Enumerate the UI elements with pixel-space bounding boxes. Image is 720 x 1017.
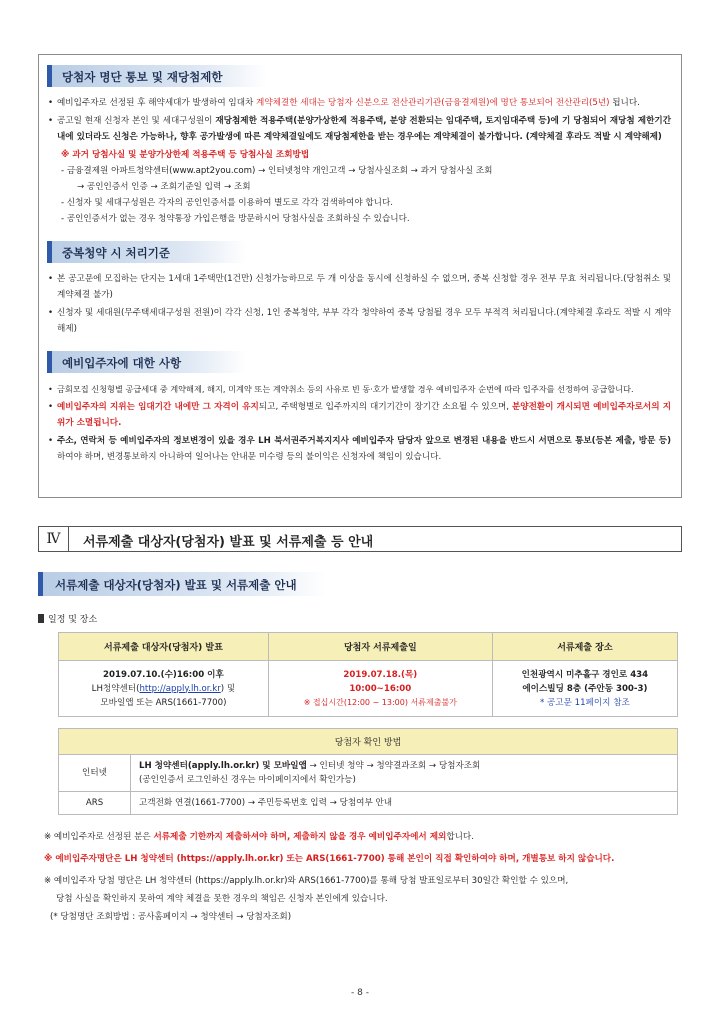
row-label-internet: 인터넷 [59,755,131,792]
section-title: 서류제출 대상자(당첨자) 발표 및 서류제출 안내 [55,578,297,592]
lookup-step-4: - 공인인증서가 없는 경우 청약통장 가입은행을 방문하시어 당첨사실을 조회하실 수 있습니다. [61,214,410,224]
lookup-method-title: ※ 과거 당첨사실 및 분양가상한제 적용주택 등 당첨사실 조회방법 [61,150,310,160]
bullet-waitlist-1: • 금회모집 신청형별 공급세대 중 계약해제, 해지, 미계약 또는 계약취소 등의 사유로 빈 동·호가 발생할 경우 예비입주자 순번에 따라 입주자를 선정하여 공급합니다. [39,381,681,397]
schedule-table [58,632,678,717]
bullet-waitlist-2: • 예비입주자의 지위는 임대기간 내에만 그 자격이 유지되고, 주택형별로 입주까지의 대기기간이 장기간 소요될 수 있으며, 분양전환이 개시되면 예비입주자로서의 지위가 소멸됩니다. [39,399,681,431]
section-header-waitlist [47,351,247,373]
section-title: 당첨자 명단 통보 및 재당첨제한 [62,70,223,84]
page-number: - 8 - [351,988,369,998]
section-title: 중복청약 시 처리기준 [62,246,170,260]
bullet-waitlist-3: • 주소, 연락처 등 예비입주자의 정보변경이 있을 경우 LH 북서권주거복지지사 예비입주자 담당자 앞으로 변경된 내용을 반드시 서면으로 통보(등본 제출, 방문 등)하여야 하며, 변경통보하지 아니하여 일어나는 안내문 미수령 등의 불이익은 신청자에 책임이 있습니다. [39,433,681,465]
note-waitlist-list: ※ 예비입주자 당첨 명단은 LH 청약센터 (https://apply.lh.or.kr)와 ARS(1661-7700)를 통해 당첨 발표일로부터 30일간 확인할 수 있으며, 당첨 사실을 확인하지 못하여 계약 체결을 못한 경우의 책임은 신청자 본인에게 있습니다. (* 당첨명단 조회방법 : 공사홈페이지 → 청약센터 → 당첨자조회) [44,876,569,922]
note-waitlist-check: ※ 예비입주자명단은 LH 청약센터 (https://apply.lh.or.kr) 또는 ARS(1661-7700) 통해 본인이 직접 확인하여야 하며, 개별통보 하지 않습니다. [44,854,615,864]
note-submission-deadline: ※ 예비입주자로 선정된 분은 서류제출 기한까지 제출하셔야 하며, 제출하지 않을 경우 예비입주자에서 제외합니다. [44,832,474,842]
schedule-label: 일정 및 장소 [38,612,97,625]
announcement-cell: 2019.07.10.(수)16:00 이후 LH청약센터(http://apply.lh.or.kr) 및 모바일앱 또는 ARS(1661-7700) [59,661,269,717]
table-header: 서류제출 장소 [492,633,677,661]
row-label-ars: ARS [59,792,131,815]
row-internet: LH 청약센터(apply.lh.or.kr) 및 모바일앱 → 인터넷 청약 → 청약결과조회 → 당첨자조회 (공인인증서 로그인하신 경우는 마이페이지에서 확인가능) [131,755,678,792]
bullet-winner-notice: • 예비입주자로 선정된 후 해약세대가 발생하여 임대차 계약체결한 세대는 당첨자 신분으로 전산관리기관(금융결제원)에 명단 통보되어 전산관리(5년) 됩니다. [39,95,681,111]
chapter-heading [38,526,682,552]
table-header: 당첨자 확인 방법 [59,729,678,755]
winner-check-table [58,728,678,815]
lookup-step-1: - 금융결제원 아파트청약센터(www.apt2you.com) → 인터넷청약 개인고객 → 당첨사실조회 → 과거 당첨사실 조회 [61,166,493,176]
section-header-duplicate [47,241,247,263]
chapter-title: 서류제출 대상자(당첨자) 발표 및 서류제출 등 안내 [83,535,374,550]
chapter-number: Ⅳ [39,527,69,551]
bullet-rewin-restriction: • 공고일 현재 신청자 본인 및 세대구성원이 재당첨제한 적용주택(분양가상한제 적용주택, 분양 전환되는 임대주택, 토지임대주택 등)에 기 당첨되어 재당첨 제한기간 내에 있더라도 신청은 가능하나, 향후 공가발생에 따른 계약체결일에도 재당첨제한을 받는 경우에는 계약체결이 불가합니다. (계약체결 후라도 적발 시 계약해제) [39,113,681,145]
square-bullet-icon [38,614,44,623]
submission-date-cell: 2019.07.18.(목) 10:00~16:00 ※ 접십시간(12:00 ~ 13:00) 서류제출불가 [268,661,492,717]
submission-place-cell: 인천광역시 미추홀구 경인로 434 에이스빌딩 8층 (주안동 300-3) * 공고문 11페이지 참조 [492,661,677,717]
table-header: 당첨자 서류제출일 [268,633,492,661]
row-ars: 고객전화 연결(1661-7700) → 주민등록번호 입력 → 당첨여부 안내 [131,792,678,815]
section-title: 예비입주자에 대한 사항 [62,356,182,370]
bullet-duplicate-2: • 신청자 및 세대원(무주택세대구성원 전원)이 각각 신청, 1인 중복청약, 부부 각각 청약하여 중복 당첨될 경우 모두 부적격 처리됩니다.(계약체결 후라도 적발 시 계약해제) [39,305,681,337]
section-header-submission [38,572,326,596]
bullet-duplicate-1: • 본 공고문에 모집하는 단지는 1세대 1주택만(1건만) 신청가능하므로 두 개 이상을 동시에 신청하실 수 없으며, 중복 신청할 경우 전부 무효 처리됩니다.(당첨취소 및 계약체결 불가) [39,271,681,303]
section-header-winner-notice [47,65,267,87]
lookup-step-2: → 공인인증서 인증 → 조회기준일 입력 → 조회 [77,182,251,192]
table-header: 서류제출 대상자(당첨자) 발표 [59,633,269,661]
lookup-step-3: - 신청자 및 세대구성원은 각자의 공인인증서를 이용하여 별도로 각각 검색하여야 합니다. [61,198,394,208]
notice-box [38,54,682,498]
lh-center-link[interactable]: http://apply.lh.or.kr [139,683,221,694]
